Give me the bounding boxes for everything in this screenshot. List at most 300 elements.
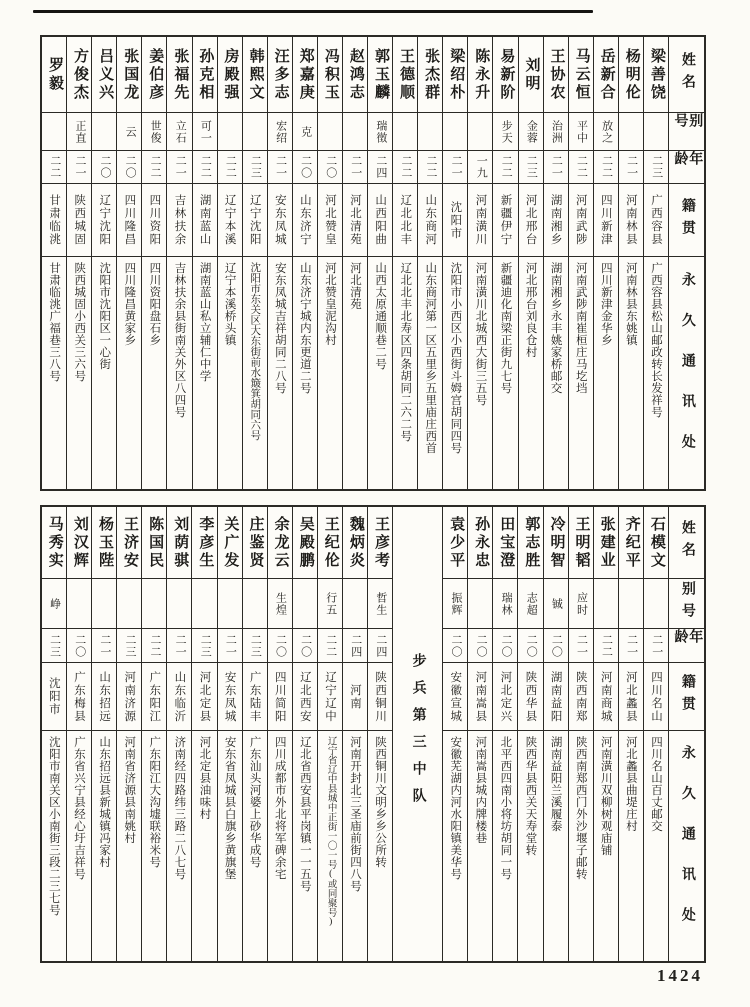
name-cell-text: 方俊杰	[72, 47, 89, 102]
header-name	[669, 507, 704, 579]
age-cell	[92, 629, 116, 663]
native-place-cell	[42, 184, 66, 257]
name-cell-text: 马秀实	[46, 515, 63, 570]
name-cell	[42, 507, 66, 579]
header-age-text: 年龄	[672, 629, 703, 652]
address-cell-text: 新疆迪化南梁正街九七号	[499, 262, 512, 394]
native-place-cell-text: 新疆伊宁	[499, 194, 512, 246]
name-cell-text: 孙克相	[197, 47, 214, 102]
address-cell-text: 四川成都市外北将军碑余宅	[273, 736, 286, 880]
name-cell	[42, 37, 66, 113]
alias-cell	[318, 579, 342, 629]
address-cell	[644, 731, 668, 961]
name-cell	[468, 37, 492, 113]
address-cell	[619, 257, 643, 489]
address-cell	[594, 731, 618, 961]
age-cell-text: 二三	[249, 633, 262, 658]
age-cell	[117, 629, 141, 663]
age-cell	[544, 151, 568, 184]
alias-cell	[167, 113, 191, 151]
alias-cell	[519, 113, 543, 151]
address-cell	[443, 257, 467, 489]
address-cell	[443, 731, 467, 961]
age-cell-text: 二一	[174, 155, 187, 179]
address-cell	[268, 731, 292, 961]
native-place-cell	[142, 663, 166, 731]
native-place-cell-text: 河南商城	[599, 670, 612, 723]
address-cell	[493, 731, 517, 961]
age-cell-text: 二二	[199, 155, 212, 179]
unit-label: 步兵第三中队	[410, 653, 426, 815]
age-cell-text: 二〇	[99, 155, 112, 179]
name-cell	[167, 37, 191, 113]
address-cell-text: 河北赞皇泥沟村	[323, 262, 336, 346]
address-cell	[644, 257, 668, 489]
person-column	[643, 37, 668, 489]
native-place-cell-text: 河南武陟	[574, 194, 587, 246]
name-cell-text: 王协农	[548, 47, 565, 102]
native-place-cell-text: 山东济宁	[298, 194, 311, 246]
header-column	[668, 37, 704, 489]
address-cell-text: 甘肃临洮广福巷三八号	[48, 262, 61, 382]
alias-cell	[67, 113, 91, 151]
native-place-cell	[268, 663, 292, 731]
person-column	[367, 37, 392, 489]
name-cell-text: 王德顺	[398, 47, 415, 102]
age-cell-text: 二二	[600, 155, 613, 179]
header-address-text: 永久通讯处	[679, 271, 695, 475]
alias-cell	[518, 579, 542, 629]
native-place-cell-text: 山东临沂	[173, 670, 186, 723]
age-cell	[569, 151, 593, 184]
header-address-text: 永久通讯处	[679, 744, 695, 948]
age-cell-text: 二一	[274, 155, 287, 179]
person-column	[442, 37, 467, 489]
age-cell	[594, 151, 618, 184]
age-cell-text: 二一	[224, 633, 237, 658]
header-age	[669, 629, 704, 663]
person-column	[342, 507, 367, 961]
native-place-cell-text: 河北定县	[198, 670, 211, 723]
native-place-cell-text: 湖南蓝山	[198, 194, 211, 246]
native-place-cell-text: 辽宁本溪	[223, 194, 236, 246]
age-cell-text: 二一	[575, 633, 588, 658]
native-place-cell	[167, 184, 191, 257]
name-cell	[318, 37, 342, 113]
alias-cell-text: 世俊	[149, 119, 162, 144]
name-cell-text: 郭志胜	[523, 515, 540, 570]
person-column	[367, 507, 392, 961]
age-cell-text: 二〇	[500, 633, 513, 658]
alias-cell-text: 可一	[199, 119, 212, 144]
address-cell	[67, 731, 91, 961]
alias-cell	[343, 579, 367, 629]
alias-cell	[544, 579, 568, 629]
native-place-cell-text: 四川新津	[599, 194, 612, 246]
address-cell	[117, 731, 141, 961]
alias-cell	[569, 579, 593, 629]
address-cell	[569, 731, 593, 961]
name-cell-text: 赵鸿志	[347, 47, 364, 102]
name-cell	[92, 507, 116, 579]
address-cell-text: 广东汕头河婆上砂华成号	[248, 736, 261, 868]
address-cell	[293, 731, 317, 961]
native-place-cell	[518, 663, 542, 731]
person-column	[517, 507, 542, 961]
age-cell	[42, 151, 66, 184]
address-cell	[393, 257, 417, 489]
name-cell-text: 陈国民	[147, 515, 164, 570]
person-column	[166, 37, 191, 489]
address-cell-text: 山东济宁城内东更道二号	[298, 262, 311, 394]
age-cell	[368, 629, 392, 663]
header-age-text: 年龄	[672, 151, 703, 174]
age-cell	[343, 151, 367, 184]
header-address	[669, 257, 704, 489]
person-column	[442, 507, 467, 961]
age-cell-text: 二一	[450, 155, 463, 179]
address-cell-text: 广东阳江大沟墟联裕米号	[148, 736, 161, 868]
address-cell	[117, 257, 141, 489]
name-cell	[142, 37, 166, 113]
age-cell	[142, 151, 166, 184]
alias-cell	[468, 579, 492, 629]
name-cell	[393, 37, 417, 113]
native-place-cell	[92, 184, 116, 257]
age-cell-text: 二二	[600, 633, 613, 658]
alias-cell	[318, 113, 342, 151]
person-column	[467, 37, 492, 489]
native-place-cell	[594, 663, 618, 731]
name-cell	[519, 37, 543, 113]
native-place-cell	[544, 663, 568, 731]
age-cell-text: 二〇	[475, 633, 488, 658]
age-cell	[343, 629, 367, 663]
person-column	[492, 37, 517, 489]
person-column	[593, 507, 618, 961]
native-place-cell-text: 沈阳市	[47, 677, 60, 716]
alias-cell	[268, 113, 292, 151]
address-cell-text: 安东省凤城县白旗乡黄旗堡	[223, 736, 236, 880]
alias-cell	[268, 579, 292, 629]
native-place-cell-text: 山东招远	[98, 670, 111, 723]
age-cell	[418, 151, 442, 184]
name-cell	[368, 37, 392, 113]
person-column	[116, 37, 141, 489]
native-place-cell	[218, 663, 242, 731]
alias-cell	[42, 579, 66, 629]
alias-cell	[594, 579, 618, 629]
age-cell-text: 二二	[149, 633, 162, 658]
alias-cell-text: 瑞徵	[374, 119, 387, 144]
age-cell	[493, 151, 517, 184]
native-place-cell	[293, 663, 317, 731]
roster-table-top	[40, 35, 706, 491]
address-cell	[418, 257, 442, 489]
person-column	[217, 507, 242, 961]
person-column	[618, 37, 643, 489]
name-cell-text: 汪多志	[272, 47, 289, 102]
name-cell-text: 余龙云	[272, 515, 289, 570]
age-cell-text: 二一	[174, 633, 187, 658]
native-place-cell-text: 甘肃临洮	[48, 194, 61, 246]
address-cell-text: 四川名山百丈邮交	[649, 736, 662, 832]
header-native	[669, 663, 704, 731]
alias-cell	[167, 579, 191, 629]
native-place-cell	[368, 663, 392, 731]
address-cell-text: 陕西华县西关天寿堂转	[524, 736, 537, 856]
age-cell	[468, 151, 492, 184]
address-cell-text: 吉林扶余县街南关外区八四号	[173, 262, 186, 418]
alias-cell	[117, 113, 141, 151]
person-column	[417, 37, 442, 489]
age-cell-text: 二〇	[299, 155, 312, 179]
person-column	[518, 37, 543, 489]
name-cell-text: 岳新合	[598, 47, 615, 102]
name-cell-text: 房殿强	[222, 47, 239, 102]
address-cell	[544, 257, 568, 489]
address-cell	[218, 257, 242, 489]
name-cell-text: 梁善饶	[648, 47, 665, 102]
address-cell-text: 辽北省西安县平岗镇一一五号	[298, 736, 311, 892]
address-cell-text: 河南林县东姚镇	[624, 262, 637, 346]
alias-cell	[142, 579, 166, 629]
address-cell-text: 陕西南郑西门外沙堰子邮转	[574, 736, 587, 880]
age-cell-text: 二〇	[550, 633, 563, 658]
name-cell	[544, 507, 568, 579]
age-cell	[268, 151, 292, 184]
address-cell-text: 山东商河第一区五里乡五里庙庄西首	[424, 262, 437, 454]
alias-cell-text: 正直	[73, 119, 86, 144]
alias-cell-text: 云	[124, 125, 137, 138]
address-cell-text: 陕西铜川文明乡乡公所转	[374, 736, 387, 868]
name-cell	[293, 37, 317, 113]
person-column	[392, 37, 417, 489]
native-place-cell-text: 广东阳江	[148, 670, 161, 723]
age-cell-text: 二三	[123, 633, 136, 658]
alias-cell	[293, 113, 317, 151]
address-cell-text: 沈阳市沈阳区一心街	[98, 262, 111, 370]
age-cell	[218, 151, 242, 184]
age-cell	[117, 151, 141, 184]
address-cell	[192, 731, 216, 961]
name-cell	[493, 507, 517, 579]
age-cell-text: 二一	[98, 633, 111, 658]
native-place-cell	[468, 663, 492, 731]
alias-cell	[117, 579, 141, 629]
name-cell-text: 张杰群	[423, 47, 440, 102]
person-column	[242, 37, 267, 489]
header-column	[668, 507, 704, 961]
name-cell	[569, 507, 593, 579]
alias-cell	[193, 113, 217, 151]
alias-cell	[142, 113, 166, 151]
name-cell-text: 齐纪平	[623, 515, 640, 570]
person-column	[217, 37, 242, 489]
alias-cell	[594, 113, 618, 151]
person-column	[292, 37, 317, 489]
native-place-cell	[243, 663, 267, 731]
alias-cell	[67, 579, 91, 629]
person-column	[141, 507, 166, 961]
name-cell-text: 王彦考	[372, 515, 389, 570]
address-cell-text: 河南武陟南崔桓庄马圪垱	[574, 262, 587, 394]
age-cell	[268, 629, 292, 663]
name-cell	[443, 37, 467, 113]
native-place-cell-text: 广西容县	[649, 194, 662, 246]
address-cell-text: 山东招远县新城镇冯家村	[98, 736, 111, 868]
person-column	[66, 507, 91, 961]
address-cell	[167, 731, 191, 961]
address-cell-text: 湖南益阳兰溪履泰	[549, 736, 562, 832]
age-cell-text: 二三	[199, 633, 212, 658]
scan-artifact-line	[33, 10, 593, 13]
person-column	[192, 37, 217, 489]
name-cell-text: 杨明伦	[623, 47, 640, 102]
age-cell	[193, 151, 217, 184]
person-column	[242, 507, 267, 961]
person-column	[593, 37, 618, 489]
native-place-cell	[619, 663, 643, 731]
native-place-cell-text: 辽宁沈阳	[98, 194, 111, 246]
native-place-cell-text: 安徽宣城	[449, 670, 462, 723]
native-place-cell	[142, 184, 166, 257]
header-native-text: 籍贯	[679, 197, 695, 243]
name-cell	[644, 507, 668, 579]
alias-cell	[293, 579, 317, 629]
native-place-cell	[192, 663, 216, 731]
age-cell-text: 二四	[374, 155, 387, 179]
name-cell	[318, 507, 342, 579]
name-cell	[67, 37, 91, 113]
address-cell-text: 安东凤城吉祥胡同二八号	[273, 262, 286, 394]
header-alias	[669, 579, 704, 629]
age-cell-text: 二四	[374, 633, 387, 658]
age-cell	[318, 151, 342, 184]
native-place-cell-text: 湖南益阳	[549, 670, 562, 723]
alias-cell	[443, 579, 467, 629]
name-cell	[418, 37, 442, 113]
address-cell-text: 湖南湘乡永丰姚家桥邮交	[549, 262, 562, 394]
name-cell-text: 李彦生	[197, 515, 214, 570]
age-cell	[519, 151, 543, 184]
name-cell	[192, 507, 216, 579]
name-cell	[218, 507, 242, 579]
address-cell-text: 济南经四路纬三路二八七号	[173, 736, 186, 880]
age-cell-text: 二二	[324, 633, 337, 658]
name-cell-text: 韩熙文	[247, 47, 264, 102]
address-cell-text: 河北蠡县曲堤庄村	[624, 736, 637, 832]
person-column	[141, 37, 166, 489]
name-cell	[218, 37, 242, 113]
name-cell	[619, 507, 643, 579]
native-place-cell-text: 安东凤城	[273, 194, 286, 246]
alias-cell	[92, 579, 116, 629]
header-name-text: 姓名	[679, 52, 695, 97]
native-place-cell-text: 广东梅县	[73, 670, 86, 723]
person-column	[66, 37, 91, 489]
address-cell-text: 广西容县松山邮政转长发祥号	[649, 262, 662, 418]
name-cell	[518, 507, 542, 579]
native-place-cell-text: 辽北北丰	[399, 194, 412, 246]
name-cell-text: 冷明智	[548, 515, 565, 570]
address-cell	[142, 257, 166, 489]
name-cell	[268, 507, 292, 579]
age-cell	[594, 629, 618, 663]
name-cell	[167, 507, 191, 579]
age-cell-text: 二二	[575, 155, 588, 179]
name-cell-text: 梁绍朴	[448, 47, 465, 102]
name-cell	[243, 37, 267, 113]
age-cell-text: 二一	[550, 155, 563, 179]
age-cell-text: 二〇	[124, 155, 137, 179]
alias-cell-text: 立石	[174, 119, 187, 144]
name-cell	[67, 507, 91, 579]
native-place-cell-text: 陕西铜川	[374, 670, 387, 723]
name-cell-text: 王纪伦	[322, 515, 339, 570]
age-cell-text: 二四	[349, 633, 362, 658]
name-cell-text: 罗毅	[46, 56, 63, 93]
native-place-cell-text: 河北清苑	[349, 194, 362, 246]
native-place-cell-text: 辽北西安	[298, 670, 311, 723]
age-cell	[368, 151, 392, 184]
native-place-cell	[343, 184, 367, 257]
address-cell-text: 沈阳市小西区小西街斗姆宫胡同四号	[449, 262, 462, 454]
alias-cell-text: 克	[299, 125, 312, 138]
native-place-cell-text: 四川名山	[649, 670, 662, 723]
native-place-cell	[42, 663, 66, 731]
alias-cell	[493, 113, 517, 151]
native-place-cell-text: 河北赞皇	[323, 194, 336, 246]
alias-cell-text: 瑞林	[500, 591, 513, 616]
native-place-cell-text: 吉林扶余	[173, 194, 186, 246]
native-place-cell	[92, 663, 116, 731]
person-column	[543, 507, 568, 961]
name-cell-text: 石模文	[648, 515, 665, 570]
address-cell-text: 四川新津金华乡	[599, 262, 612, 346]
native-place-cell	[443, 663, 467, 731]
person-column	[568, 37, 593, 489]
person-column	[467, 507, 492, 961]
unit-separator-column	[392, 507, 442, 961]
address-cell-text: 沈阳市东关区大东街前水簸箕胡同六号	[249, 262, 261, 441]
person-column	[292, 507, 317, 961]
name-cell-text: 袁少平	[448, 515, 465, 570]
native-place-cell	[343, 663, 367, 731]
name-cell-text: 关广发	[222, 515, 239, 570]
age-cell	[443, 151, 467, 184]
age-cell	[493, 629, 517, 663]
alias-cell-text: 生煌	[274, 591, 287, 616]
name-cell	[493, 37, 517, 113]
age-cell	[243, 151, 267, 184]
name-cell-text: 王明韬	[573, 515, 590, 570]
age-cell	[569, 629, 593, 663]
age-cell-text: 二〇	[525, 633, 538, 658]
age-cell-text: 二二	[500, 155, 513, 179]
alias-cell	[218, 113, 242, 151]
name-cell-text: 吕义兴	[97, 47, 114, 102]
address-cell	[293, 257, 317, 489]
alias-cell	[619, 579, 643, 629]
name-cell	[117, 507, 141, 579]
native-place-cell-text: 四川资阳	[148, 194, 161, 246]
address-cell-text: 河南嵩县城内牌楼巷	[474, 736, 487, 844]
name-cell	[594, 507, 618, 579]
native-place-cell	[493, 663, 517, 731]
name-cell-text: 吴殿鹏	[297, 515, 314, 570]
name-cell-text: 刘汉辉	[71, 515, 88, 570]
